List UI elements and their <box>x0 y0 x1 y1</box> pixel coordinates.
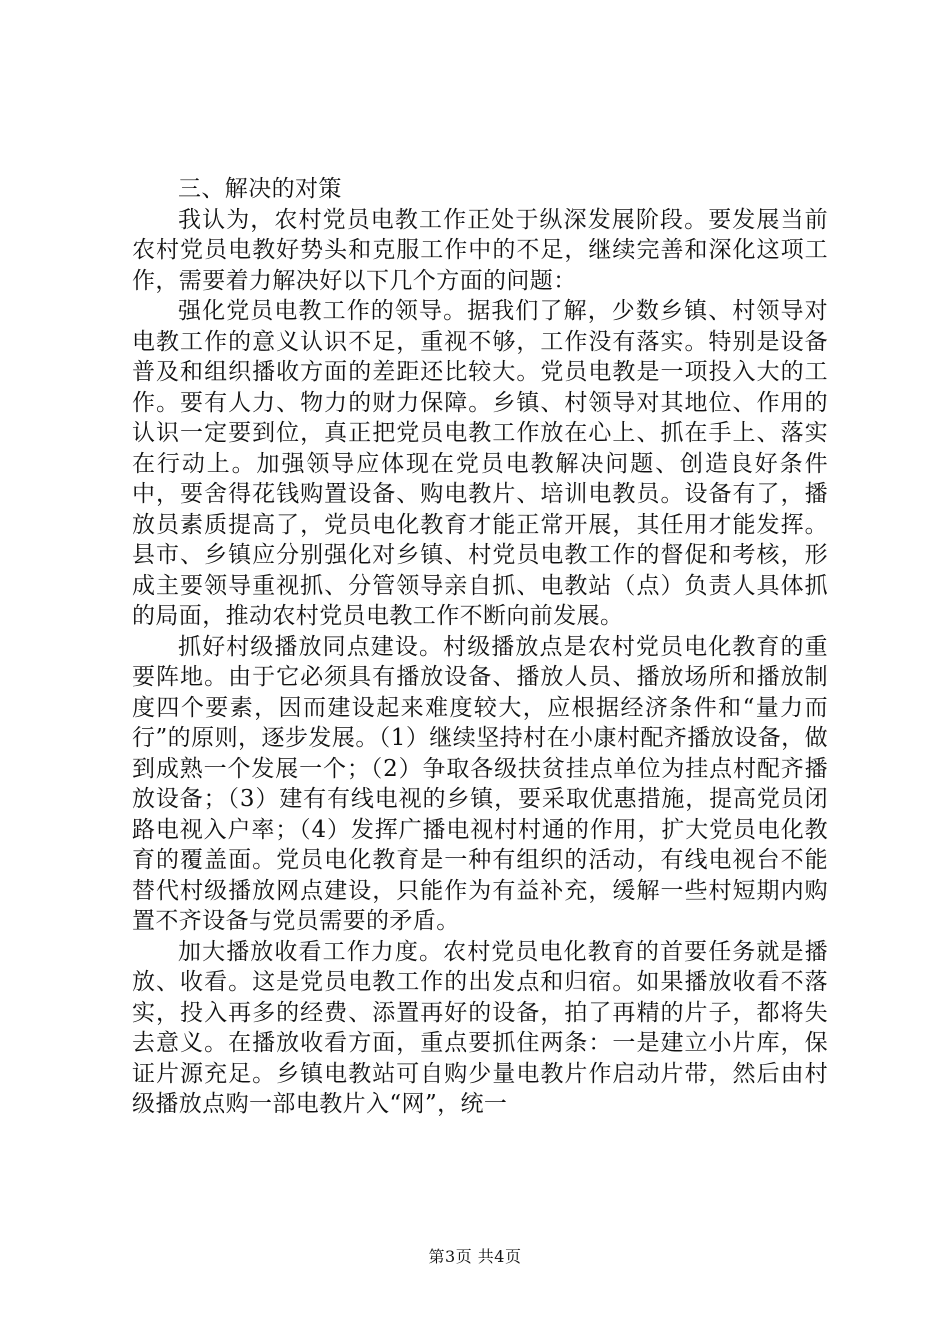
page-number-footer: 第3页 共4页 <box>428 1247 522 1266</box>
paragraph-leadership: 强化党员电教工作的领导。据我们了解，少数乡镇、村领导对电教工作的意义认识不足，重视不够，工作没有落实。特别是设备普及和组织播收方面的差距还比较大。党员电教是一项投入大的工作。要有人力、物力的财力保障。乡镇、村领导对其地位、作用的认识一定要到位，真正把党员电教工作放在心上、抓在手上、落实在行动上。加强领导应体现在党员电教解决问题、创造良好条件中，要舍得花钱购置设备、购电教片、培训电教员。设备有了，播放员素质提高了，党员电化教育才能正常开展，其任用才能发挥。县市、乡镇应分别强化对乡镇、村党员电教工作的督促和考核，形成主要领导重视抓、分管领导亲自抓、电教站（点）负责人具体抓的局面，推动农村党员电教工作不断向前发展。 <box>132 298 828 629</box>
document-body <box>132 174 828 1120</box>
section-heading: 三、解决的对策 <box>178 176 342 202</box>
paragraph-viewing: 加大播放收看工作力度。农村党员电化教育的首要任务就是播放、收看。这是党员电教工作的出发点和归宿。如果播放收看不落实，投入再多的经费、添置再好的设备，拍了再精的片子，都将失去意义。在播放收看方面，重点要抓住两条：一是建立小片库，保证片源充足。乡镇电教站可自购少量电教片作启动片带，然后由村级播放点购一部电教片入“网”，统一 <box>132 938 828 1117</box>
paragraph-intro: 我认为，农村党员电教工作正处于纵深发展阶段。要发展当前农村党员电教好势头和克服工作中的不足，继续完善和深化这项工作，需要着力解决好以下几个方面的问题： <box>132 206 828 294</box>
paragraph-broadcast-points: 抓好村级播放同点建设。村级播放点是农村党员电化教育的重要阵地。由于它必须具有播放设备、播放人员、播放场所和播放制度四个要素，因而建设起来难度较大，应根据经济条件和“量力而行”的原则，逐步发展。（1）继续坚持村在小康村配齐播放设备，做到成熟一个发展一个；（2）争取各级扶贫挂点单位为挂点村配齐播放设备；（3）建有有线电视的乡镇，要采取优惠措施，提高党员闭路电视入户率；（4）发挥广播电视村村通的作用，扩大党员电化教育的覆盖面。党员电化教育是一种有组织的活动，有线电视台不能替代村级播放网点建设，只能作为有益补充，缓解一些村短期内购置不齐设备与党员需要的矛盾。 <box>132 633 828 934</box>
